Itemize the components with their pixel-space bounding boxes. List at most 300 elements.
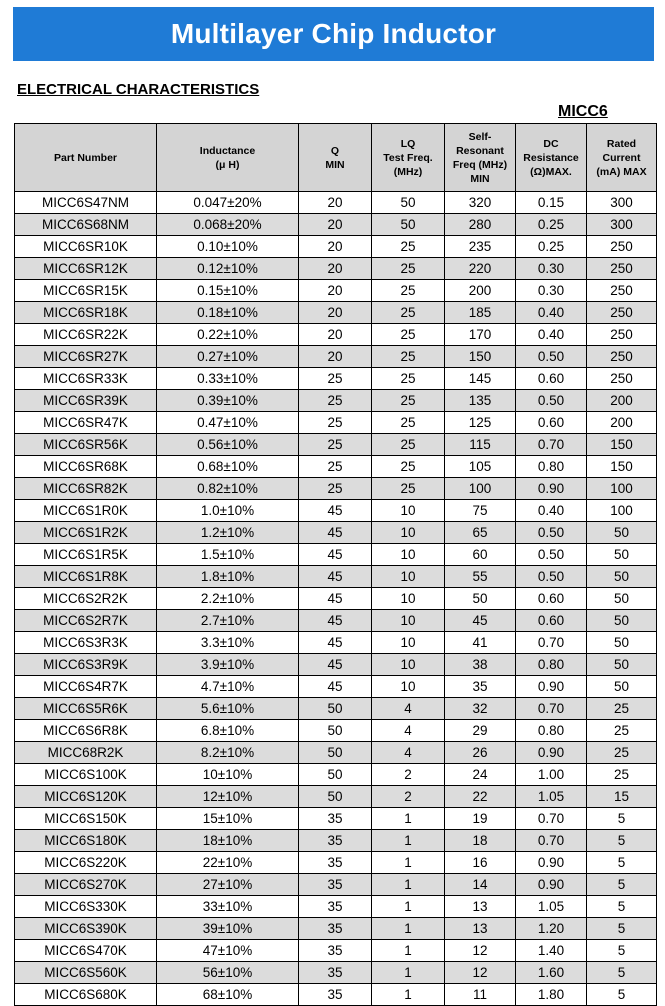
table-row: [15, 830, 657, 852]
part-number-cell: MICC6S330K: [15, 896, 157, 918]
q-min-cell: 45: [299, 500, 372, 522]
inductance-cell: 0.12±10%: [157, 258, 299, 280]
inductance-cell: 3.9±10%: [157, 654, 299, 676]
self-resonant-freq-cell: 14: [445, 874, 516, 896]
lq-test-freq-cell: 25: [372, 456, 445, 478]
dc-resistance-cell: 0.60: [516, 610, 587, 632]
rated-current-cell: 250: [587, 280, 657, 302]
part-number-cell: MICC6S68NM: [15, 214, 157, 236]
table-row: [15, 742, 657, 764]
table-row: [15, 192, 657, 214]
q-min-cell: 50: [299, 720, 372, 742]
dc-resistance-cell: 0.90: [516, 852, 587, 874]
inductance-cell: 33±10%: [157, 896, 299, 918]
rated-current-cell: 250: [587, 258, 657, 280]
part-number-cell: MICC6S390K: [15, 918, 157, 940]
rated-current-cell: 5: [587, 962, 657, 984]
dc-resistance-cell: 1.40: [516, 940, 587, 962]
dc-resistance-cell: 1.60: [516, 962, 587, 984]
table-row: [15, 698, 657, 720]
dc-resistance-cell: 1.05: [516, 896, 587, 918]
electrical-characteristics-table: [14, 123, 657, 1006]
header-line: Self-: [468, 130, 492, 143]
inductance-cell: 0.68±10%: [157, 456, 299, 478]
q-min-cell: 35: [299, 852, 372, 874]
dc-resistance-cell: 0.40: [516, 500, 587, 522]
rated-current-cell: 5: [587, 830, 657, 852]
dc-resistance-cell: 0.50: [516, 346, 587, 368]
q-min-cell: 20: [299, 236, 372, 258]
part-number-cell: MICC6S120K: [15, 786, 157, 808]
q-min-cell: 25: [299, 368, 372, 390]
inductance-cell: 0.18±10%: [157, 302, 299, 324]
self-resonant-freq-cell: 35: [445, 676, 516, 698]
lq-test-freq-cell: 25: [372, 324, 445, 346]
header-line: (Ω)MAX.: [530, 165, 572, 178]
lq-test-freq-header: [372, 124, 445, 192]
self-resonant-freq-cell: 170: [445, 324, 516, 346]
header-line: (MHz): [393, 165, 423, 178]
part-number-cell: MICC6SR15K: [15, 280, 157, 302]
rated-current-cell: 25: [587, 764, 657, 786]
dc-resistance-cell: 0.70: [516, 632, 587, 654]
q-min-cell: 45: [299, 588, 372, 610]
lq-test-freq-cell: 2: [372, 764, 445, 786]
self-resonant-freq-cell: 18: [445, 830, 516, 852]
inductance-cell: 0.22±10%: [157, 324, 299, 346]
lq-test-freq-cell: 10: [372, 544, 445, 566]
table-row: [15, 236, 657, 258]
table-row: [15, 280, 657, 302]
q-min-cell: 25: [299, 412, 372, 434]
rated-current-cell: 50: [587, 654, 657, 676]
rated-current-cell: 25: [587, 698, 657, 720]
section-title: ELECTRICAL CHARACTERISTICS: [17, 81, 260, 98]
part-number-cell: MICC6SR82K: [15, 478, 157, 500]
table-row: [15, 808, 657, 830]
lq-test-freq-cell: 4: [372, 698, 445, 720]
q-min-cell: 35: [299, 874, 372, 896]
self-resonant-freq-cell: 24: [445, 764, 516, 786]
dc-resistance-cell: 0.40: [516, 324, 587, 346]
table-row: [15, 896, 657, 918]
part-number-cell: MICC6SR68K: [15, 456, 157, 478]
lq-test-freq-cell: 25: [372, 390, 445, 412]
part-number-cell: MICC6SR47K: [15, 412, 157, 434]
dc-resistance-cell: 1.20: [516, 918, 587, 940]
part-number-cell: MICC6S6R8K: [15, 720, 157, 742]
part-number-cell: MICC6S150K: [15, 808, 157, 830]
table-row: [15, 610, 657, 632]
part-number-cell: MICC6S47NM: [15, 192, 157, 214]
page-title: Multilayer Chip Inductor: [170, 18, 497, 49]
table-row: [15, 434, 657, 456]
table-row: [15, 258, 657, 280]
header-line: Part Number: [53, 151, 117, 164]
part-number-cell: MICC6SR56K: [15, 434, 157, 456]
lq-test-freq-cell: 25: [372, 258, 445, 280]
lq-test-freq-cell: 50: [372, 214, 445, 236]
q-min-cell: 45: [299, 522, 372, 544]
q-min-cell: 25: [299, 434, 372, 456]
lq-test-freq-cell: 1: [372, 918, 445, 940]
self-resonant-freq-cell: 125: [445, 412, 516, 434]
table-row: [15, 324, 657, 346]
part-number-cell: MICC6SR39K: [15, 390, 157, 412]
inductance-cell: 1.5±10%: [157, 544, 299, 566]
table-row: [15, 214, 657, 236]
dc-resistance-cell: 0.70: [516, 830, 587, 852]
self-resonant-freq-cell: 26: [445, 742, 516, 764]
part-number-header: [15, 124, 157, 192]
dc-resistance-cell: 1.05: [516, 786, 587, 808]
part-number-cell: MICC6SR10K: [15, 236, 157, 258]
title-banner: [13, 7, 654, 61]
part-number-cell: MICC6S680K: [15, 984, 157, 1006]
lq-test-freq-cell: 25: [372, 368, 445, 390]
lq-test-freq-cell: 10: [372, 588, 445, 610]
inductance-cell: 0.82±10%: [157, 478, 299, 500]
q-min-cell: 20: [299, 346, 372, 368]
series-label: MICC6: [558, 103, 608, 120]
dc-resistance-cell: 0.60: [516, 368, 587, 390]
inductance-cell: 10±10%: [157, 764, 299, 786]
q-min-cell: 20: [299, 280, 372, 302]
inductance-cell: 3.3±10%: [157, 632, 299, 654]
inductance-cell: 56±10%: [157, 962, 299, 984]
part-number-cell: MICC68R2K: [15, 742, 157, 764]
rated-current-cell: 15: [587, 786, 657, 808]
self-resonant-freq-cell: 75: [445, 500, 516, 522]
part-number-cell: MICC6S1R2K: [15, 522, 157, 544]
inductance-cell: 1.2±10%: [157, 522, 299, 544]
lq-test-freq-cell: 10: [372, 522, 445, 544]
lq-test-freq-cell: 1: [372, 808, 445, 830]
self-resonant-freq-cell: 41: [445, 632, 516, 654]
self-resonant-freq-cell: 19: [445, 808, 516, 830]
table-row: [15, 676, 657, 698]
header-line: Q: [330, 144, 340, 157]
dc-resistance-cell: 0.25: [516, 214, 587, 236]
self-resonant-freq-cell: 16: [445, 852, 516, 874]
dc-resistance-cell: 0.90: [516, 478, 587, 500]
inductance-cell: 18±10%: [157, 830, 299, 852]
part-number-cell: MICC6SR18K: [15, 302, 157, 324]
header-line: (mA) MAX: [596, 165, 647, 178]
rated-current-cell: 50: [587, 610, 657, 632]
rated-current-cell: 50: [587, 566, 657, 588]
self-resonant-freq-cell: 115: [445, 434, 516, 456]
self-resonant-freq-cell: 32: [445, 698, 516, 720]
dc-resistance-cell: 0.60: [516, 588, 587, 610]
table-row: [15, 544, 657, 566]
rated-current-cell: 5: [587, 852, 657, 874]
table-row: [15, 412, 657, 434]
inductance-cell: 0.15±10%: [157, 280, 299, 302]
table-row: [15, 984, 657, 1006]
self-resonant-freq-cell: 320: [445, 192, 516, 214]
self-resonant-freq-cell: 105: [445, 456, 516, 478]
table-row: [15, 764, 657, 786]
header-line: (μ H): [215, 158, 240, 171]
dc-resistance-header: [516, 124, 587, 192]
part-number-cell: MICC6SR27K: [15, 346, 157, 368]
lq-test-freq-cell: 50: [372, 192, 445, 214]
header-line: MIN: [325, 158, 345, 171]
rated-current-cell: 250: [587, 346, 657, 368]
part-number-cell: MICC6S1R5K: [15, 544, 157, 566]
self-resonant-freq-cell: 13: [445, 918, 516, 940]
header-line: Rated: [606, 137, 637, 150]
q-min-cell: 45: [299, 654, 372, 676]
dc-resistance-cell: 0.30: [516, 280, 587, 302]
table-row: [15, 566, 657, 588]
lq-test-freq-cell: 25: [372, 478, 445, 500]
rated-current-cell: 50: [587, 676, 657, 698]
rated-current-cell: 50: [587, 522, 657, 544]
self-resonant-freq-cell: 150: [445, 346, 516, 368]
table-row: [15, 786, 657, 808]
table-row: [15, 654, 657, 676]
rated-current-cell: 5: [587, 918, 657, 940]
inductance-header: [157, 124, 299, 192]
dc-resistance-cell: 0.50: [516, 390, 587, 412]
lq-test-freq-cell: 10: [372, 566, 445, 588]
rated-current-cell: 200: [587, 412, 657, 434]
lq-test-freq-cell: 25: [372, 302, 445, 324]
rated-current-cell: 100: [587, 500, 657, 522]
rated-current-cell: 25: [587, 742, 657, 764]
lq-test-freq-cell: 10: [372, 676, 445, 698]
table-row: [15, 346, 657, 368]
self-resonant-freq-cell: 135: [445, 390, 516, 412]
table-row: [15, 368, 657, 390]
dc-resistance-cell: 0.70: [516, 808, 587, 830]
q-min-cell: 45: [299, 610, 372, 632]
lq-test-freq-cell: 25: [372, 434, 445, 456]
q-min-cell: 35: [299, 940, 372, 962]
dc-resistance-cell: 0.25: [516, 236, 587, 258]
q-min-cell: 50: [299, 764, 372, 786]
table-header: [15, 124, 657, 192]
part-number-cell: MICC6SR33K: [15, 368, 157, 390]
rated-current-cell: 5: [587, 874, 657, 896]
q-min-cell: 45: [299, 676, 372, 698]
table-row: [15, 940, 657, 962]
inductance-cell: 2.2±10%: [157, 588, 299, 610]
rated-current-cell: 250: [587, 324, 657, 346]
self-resonant-freq-cell: 22: [445, 786, 516, 808]
header-line: MIN: [470, 172, 490, 185]
rated-current-cell: 200: [587, 390, 657, 412]
q-min-cell: 35: [299, 808, 372, 830]
dc-resistance-cell: 0.80: [516, 720, 587, 742]
table-row: [15, 390, 657, 412]
inductance-cell: 2.7±10%: [157, 610, 299, 632]
dc-resistance-cell: 0.70: [516, 434, 587, 456]
lq-test-freq-cell: 4: [372, 742, 445, 764]
table-row: [15, 720, 657, 742]
self-resonant-freq-cell: 220: [445, 258, 516, 280]
self-resonant-freq-cell: 235: [445, 236, 516, 258]
lq-test-freq-cell: 2: [372, 786, 445, 808]
inductance-cell: 27±10%: [157, 874, 299, 896]
dc-resistance-cell: 0.90: [516, 742, 587, 764]
table-row: [15, 918, 657, 940]
q-min-cell: 35: [299, 984, 372, 1006]
part-number-cell: MICC6S5R6K: [15, 698, 157, 720]
part-number-cell: MICC6S560K: [15, 962, 157, 984]
self-resonant-freq-cell: 200: [445, 280, 516, 302]
part-number-cell: MICC6S1R0K: [15, 500, 157, 522]
lq-test-freq-cell: 1: [372, 962, 445, 984]
lq-test-freq-cell: 4: [372, 720, 445, 742]
lq-test-freq-cell: 1: [372, 830, 445, 852]
part-number-cell: MICC6S100K: [15, 764, 157, 786]
part-number-cell: MICC6S180K: [15, 830, 157, 852]
rated-current-cell: 250: [587, 368, 657, 390]
dc-resistance-cell: 1.80: [516, 984, 587, 1006]
lq-test-freq-cell: 25: [372, 280, 445, 302]
q-min-cell: 45: [299, 544, 372, 566]
self-resonant-freq-cell: 12: [445, 940, 516, 962]
rated-current-cell: 25: [587, 720, 657, 742]
self-resonant-freq-cell: 38: [445, 654, 516, 676]
q-min-cell: 20: [299, 192, 372, 214]
dc-resistance-cell: 0.70: [516, 698, 587, 720]
table-row: [15, 500, 657, 522]
inductance-cell: 12±10%: [157, 786, 299, 808]
part-number-cell: MICC6S220K: [15, 852, 157, 874]
self-resonant-freq-cell: 185: [445, 302, 516, 324]
dc-resistance-cell: 0.50: [516, 544, 587, 566]
inductance-cell: 1.0±10%: [157, 500, 299, 522]
dc-resistance-cell: 0.80: [516, 654, 587, 676]
header-line: Current: [602, 151, 641, 164]
q-min-cell: 45: [299, 632, 372, 654]
q-min-cell: 20: [299, 214, 372, 236]
q-min-cell: 20: [299, 258, 372, 280]
table-body: [15, 192, 657, 1006]
inductance-cell: 6.8±10%: [157, 720, 299, 742]
lq-test-freq-cell: 1: [372, 896, 445, 918]
lq-test-freq-cell: 25: [372, 412, 445, 434]
header-line: LQ: [400, 137, 416, 150]
part-number-cell: MICC6SR22K: [15, 324, 157, 346]
table-row: [15, 588, 657, 610]
lq-test-freq-cell: 1: [372, 984, 445, 1006]
lq-test-freq-cell: 10: [372, 632, 445, 654]
header-row: [15, 124, 657, 192]
q-min-cell: 35: [299, 918, 372, 940]
rated-current-cell: 5: [587, 984, 657, 1006]
lq-test-freq-cell: 1: [372, 940, 445, 962]
rated-current-cell: 5: [587, 808, 657, 830]
rated-current-cell: 50: [587, 632, 657, 654]
self-resonant-freq-cell: 45: [445, 610, 516, 632]
lq-test-freq-cell: 1: [372, 852, 445, 874]
rated-current-cell: 250: [587, 236, 657, 258]
part-number-cell: MICC6S2R2K: [15, 588, 157, 610]
inductance-cell: 0.33±10%: [157, 368, 299, 390]
part-number-cell: MICC6S470K: [15, 940, 157, 962]
self-resonant-freq-cell: 280: [445, 214, 516, 236]
table-row: [15, 962, 657, 984]
self-resonant-freq-cell: 11: [445, 984, 516, 1006]
table-row: [15, 852, 657, 874]
inductance-cell: 0.56±10%: [157, 434, 299, 456]
rated-current-cell: 300: [587, 192, 657, 214]
self-resonant-freq-cell: 65: [445, 522, 516, 544]
rated-current-cell: 300: [587, 214, 657, 236]
inductance-cell: 22±10%: [157, 852, 299, 874]
dc-resistance-cell: 0.15: [516, 192, 587, 214]
table-row: [15, 456, 657, 478]
inductance-cell: 8.2±10%: [157, 742, 299, 764]
dc-resistance-cell: 0.50: [516, 566, 587, 588]
self-resonant-freq-cell: 13: [445, 896, 516, 918]
rated-current-cell: 150: [587, 434, 657, 456]
header-line: DC: [543, 137, 559, 150]
header-line: Test Freq.: [383, 151, 433, 164]
rated-current-cell: 50: [587, 544, 657, 566]
part-number-cell: MICC6S1R8K: [15, 566, 157, 588]
rated-current-cell: 5: [587, 940, 657, 962]
inductance-cell: 1.8±10%: [157, 566, 299, 588]
self-resonant-freq-cell: 29: [445, 720, 516, 742]
self-resonant-freq-cell: 145: [445, 368, 516, 390]
lq-test-freq-cell: 10: [372, 654, 445, 676]
rated-current-header: [587, 124, 657, 192]
inductance-cell: 68±10%: [157, 984, 299, 1006]
rated-current-cell: 5: [587, 896, 657, 918]
rated-current-cell: 150: [587, 456, 657, 478]
q-min-cell: 25: [299, 390, 372, 412]
dc-resistance-cell: 0.30: [516, 258, 587, 280]
inductance-cell: 39±10%: [157, 918, 299, 940]
self-resonant-freq-cell: 50: [445, 588, 516, 610]
header-line: Freq (MHz): [452, 158, 508, 171]
rated-current-cell: 250: [587, 302, 657, 324]
rated-current-cell: 100: [587, 478, 657, 500]
self-resonant-freq-cell: 100: [445, 478, 516, 500]
dc-resistance-cell: 0.40: [516, 302, 587, 324]
part-number-cell: MICC6S270K: [15, 874, 157, 896]
table-row: [15, 874, 657, 896]
q-min-cell: 25: [299, 456, 372, 478]
dc-resistance-cell: 0.60: [516, 412, 587, 434]
table-row: [15, 302, 657, 324]
lq-test-freq-cell: 10: [372, 500, 445, 522]
q-min-cell: 45: [299, 566, 372, 588]
q-min-cell: 20: [299, 302, 372, 324]
dc-resistance-cell: 0.90: [516, 874, 587, 896]
part-number-cell: MICC6S4R7K: [15, 676, 157, 698]
dc-resistance-cell: 0.80: [516, 456, 587, 478]
inductance-cell: 47±10%: [157, 940, 299, 962]
dc-resistance-cell: 1.00: [516, 764, 587, 786]
q-min-cell: 50: [299, 698, 372, 720]
table-row: [15, 632, 657, 654]
q-min-cell: 25: [299, 478, 372, 500]
inductance-cell: 5.6±10%: [157, 698, 299, 720]
self-resonant-freq-cell: 60: [445, 544, 516, 566]
q-min-cell: 35: [299, 962, 372, 984]
lq-test-freq-cell: 1: [372, 874, 445, 896]
inductance-cell: 15±10%: [157, 808, 299, 830]
self-resonant-freq-header: [445, 124, 516, 192]
part-number-cell: MICC6S3R9K: [15, 654, 157, 676]
